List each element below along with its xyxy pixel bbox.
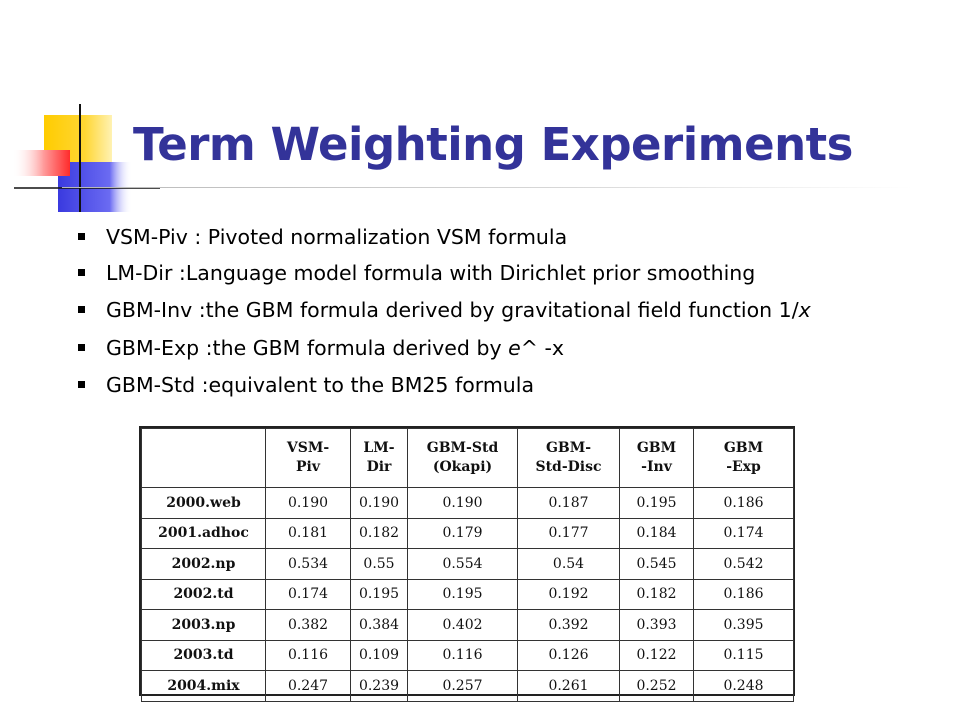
value-cell: 0.393 [620,610,694,641]
header-line: LM- [363,440,395,456]
value-cell: 0.190 [408,488,518,519]
value-cell: 0.186 [694,488,794,519]
value-cell: 0.192 [518,579,620,610]
value-cell: 0.182 [620,579,694,610]
slide-title: Term Weighting Experiments [133,118,853,171]
value-cell: 0.116 [266,640,351,671]
table-row [142,549,794,580]
table-row [142,610,794,641]
header-line: Std-Disc [535,459,602,475]
value-cell: 0.179 [408,518,518,549]
value-cell: 0.247 [266,671,351,702]
bullet-item-gbm-std [78,370,938,400]
value-cell: 0.402 [408,610,518,641]
value-cell: 0.554 [408,549,518,580]
header-line: GBM [636,440,677,456]
value-cell: 0.174 [694,518,794,549]
header-line: Dir [366,459,392,475]
value-cell: 0.395 [694,610,794,641]
value-cell: 0.186 [694,579,794,610]
value-cell: 0.542 [694,549,794,580]
value-cell: 0.174 [266,579,351,610]
value-cell: 0.545 [620,549,694,580]
value-cell: 0.382 [266,610,351,641]
bullet-square-icon [78,233,85,240]
results-table [141,428,794,702]
header-cell [694,429,794,488]
header-cell [351,429,408,488]
value-cell: 0.190 [266,488,351,519]
row-label-cell: 2003.np [142,610,266,641]
bullet-text-italic: x [798,298,811,322]
header-line: VSM- [286,440,330,456]
bullet-text-rest: ^ -x [520,336,564,360]
value-cell: 0.122 [620,640,694,671]
value-cell: 0.392 [518,610,620,641]
title-underline [62,187,912,188]
value-cell: 0.181 [266,518,351,549]
header-line: GBM [723,440,764,456]
row-label-cell: 2002.td [142,579,266,610]
header-cell [518,429,620,488]
value-cell: 0.261 [518,671,620,702]
value-cell: 0.195 [408,579,518,610]
value-cell: 0.184 [620,518,694,549]
value-cell: 0.126 [518,640,620,671]
row-label-cell: 2001.adhoc [142,518,266,549]
table-row [142,671,794,702]
bullet-square-icon [78,306,85,313]
value-cell: 0.252 [620,671,694,702]
value-cell: 0.190 [351,488,408,519]
bullet-text-italic: e [508,336,521,360]
header-cell [620,429,694,488]
header-line: GBM-Std [426,440,499,456]
table-row [142,579,794,610]
header-cell [408,429,518,488]
table-row [142,640,794,671]
value-cell: 0.195 [351,579,408,610]
bullet-text [106,295,811,325]
table-row [142,488,794,519]
header-line: Piv [296,459,320,475]
table-header-row [142,429,794,488]
bullet-text: LM-Dir :Language model formula with Dirichlet prior smoothing [106,261,756,285]
value-cell: 0.116 [408,640,518,671]
bullet-text: GBM-Std :equivalent to the BM25 formula [106,373,535,397]
value-cell: 0.55 [351,549,408,580]
header-cell-corner [142,429,266,488]
value-cell: 0.239 [351,671,408,702]
bullet-item-gbm-inv [78,295,938,325]
value-cell: 0.115 [694,640,794,671]
bullet-square-icon [78,344,85,351]
value-cell: 0.177 [518,518,620,549]
bullet-item-vsm-piv [78,222,938,252]
value-cell: 0.534 [266,549,351,580]
value-cell: 0.384 [351,610,408,641]
header-line: (Okapi) [432,459,493,475]
bullet-text [106,333,564,363]
bullet-text: VSM-Piv : Pivoted normalization VSM formula [106,225,568,249]
results-table-container [139,426,795,696]
bullet-item-lm-dir [78,258,938,288]
value-cell: 0.54 [518,549,620,580]
header-line: -Exp [726,459,761,475]
bullet-item-gbm-exp [78,333,938,363]
bullet-square-icon [78,381,85,388]
value-cell: 0.257 [408,671,518,702]
header-line: -Inv [641,459,672,475]
value-cell: 0.182 [351,518,408,549]
header-cell [266,429,351,488]
header-line: GBM- [545,440,592,456]
value-cell: 0.187 [518,488,620,519]
row-label-cell: 2003.td [142,640,266,671]
bullet-text-main: GBM-Inv :the GBM formula derived by gravitational field function 1/ [106,298,799,322]
row-label-cell: 2002.np [142,549,266,580]
row-label-cell: 2000.web [142,488,266,519]
bullet-text-main: GBM-Exp :the GBM formula derived by [106,336,509,360]
bullet-square-icon [78,269,85,276]
value-cell: 0.109 [351,640,408,671]
table-row [142,518,794,549]
value-cell: 0.195 [620,488,694,519]
value-cell: 0.248 [694,671,794,702]
row-label-cell: 2004.mix [142,671,266,702]
